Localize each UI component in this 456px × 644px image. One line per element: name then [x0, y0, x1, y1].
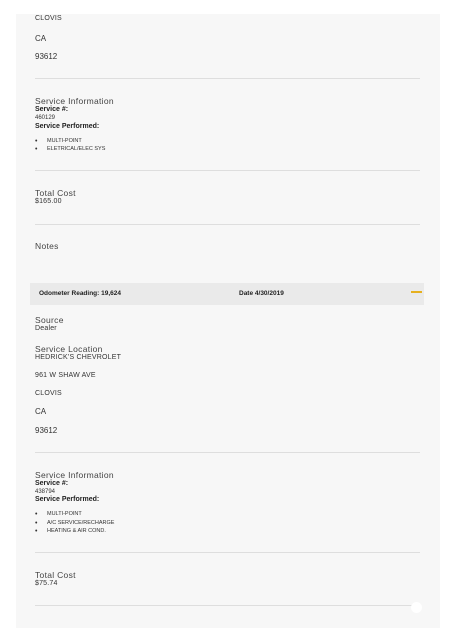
- divider: [35, 452, 420, 453]
- odometer-reading: Odometer Reading: 19,624: [39, 290, 121, 297]
- service-history-card: [16, 14, 440, 628]
- source-value: Dealer: [35, 325, 57, 332]
- address: 961 W SHAW AVE: [35, 372, 96, 379]
- service-performed-label: Service Performed:: [35, 123, 100, 130]
- total-cost-label: Total Cost: [35, 188, 76, 198]
- state: CA: [35, 407, 47, 416]
- service-number-label: Service #:: [35, 106, 69, 113]
- total-cost-label: Total Cost: [35, 570, 76, 580]
- service-performed-label: Service Performed:: [35, 496, 100, 503]
- zip: 93612: [35, 52, 58, 61]
- minus-icon[interactable]: [411, 291, 422, 293]
- total-cost: $165.00: [35, 198, 62, 205]
- state: CA: [35, 34, 47, 43]
- divider: [35, 605, 420, 606]
- service-number: 438794: [35, 489, 56, 495]
- circle-icon[interactable]: [411, 602, 422, 613]
- divider: [35, 224, 420, 225]
- notes-label: Notes: [35, 241, 59, 251]
- total-cost: $75.74: [35, 580, 58, 587]
- city: CLOVIS: [35, 390, 62, 397]
- zip: 93612: [35, 426, 58, 435]
- service-location-name: HEDRICK'S CHEVROLET: [35, 354, 122, 361]
- service-info-heading: Service Information: [35, 96, 114, 106]
- city: CLOVIS: [35, 15, 62, 22]
- service-location-label: Service Location: [35, 344, 103, 354]
- service-number-label: Service #:: [35, 480, 69, 487]
- divider: [35, 78, 420, 79]
- service-number: 460129: [35, 115, 56, 121]
- service-date: Date 4/30/2019: [239, 290, 284, 297]
- record-header-bar[interactable]: [30, 283, 424, 305]
- divider: [35, 170, 420, 171]
- divider: [35, 552, 420, 553]
- service-info-heading: Service Information: [35, 470, 114, 480]
- source-label: Source: [35, 315, 64, 325]
